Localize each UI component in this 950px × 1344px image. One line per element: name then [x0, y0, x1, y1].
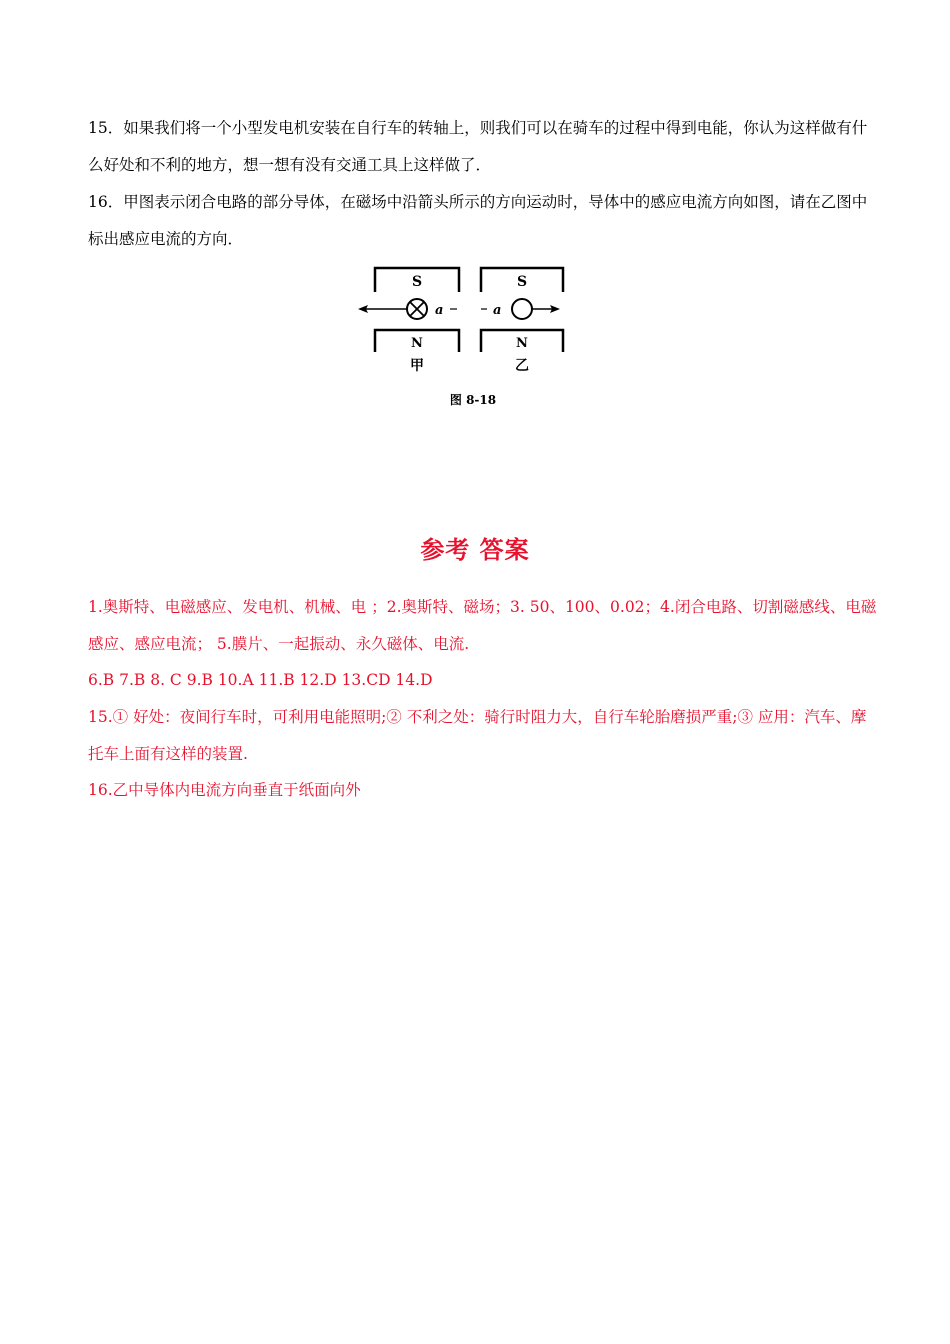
answer-6-14: 6.B 7.B 8. C 9.B 10.A 11.B 12.D 13.CD 14.D — [88, 671, 433, 689]
answer-16: 16.乙中导体内电流方向垂直于纸面向外 — [88, 781, 361, 799]
right-conductor-label: a — [493, 303, 502, 318]
answer-15: 15.① 好处：夜间行车时，可利用电能照明;② 不利之处：骑行时阻力大，自行车轮胎磨损严重;③ 应用：汽车、摩托车上面有这样的装置. — [88, 708, 867, 763]
right-pole-top: S — [516, 274, 528, 290]
magnet-diagram — [355, 262, 595, 412]
question-16: 16．甲图表示闭合电路的部分导体，在磁场中沿箭头所示的方向运动时，导体中的感应电流方向如图，请在乙图中标出感应电流的方向． — [88, 193, 868, 248]
left-conductor-label: a — [435, 303, 444, 318]
figure-label: 图 8-18 — [449, 393, 497, 407]
right-pole-bottom: N — [516, 336, 528, 351]
left-pole-top: S — [411, 274, 423, 290]
left-pole-bottom: N — [411, 336, 423, 351]
right-conductor-circle-icon — [512, 299, 532, 319]
left-caption: 甲 — [410, 358, 424, 374]
answers-title: 参考 答案 — [420, 535, 530, 564]
figure-8-18 — [355, 262, 595, 412]
answer-1-5: 1.奥斯特、电磁感应、发电机、机械、电 ；2.奥斯特、磁场；3. 50、100、0.02；4.闭合电路、切割磁感线、电磁感应、感应电流； 5.膜片、一起振动、永久磁体、电流. — [88, 598, 877, 653]
right-caption: 乙 — [515, 358, 529, 374]
question-15: 15．如果我们将一个小型发电机安装在自行车的转轴上，则我们可以在骑车的过程中得到电能，你认为这样做有什么好处和不利的地方，想一想有没有交通工具上这样做了． — [88, 119, 868, 174]
